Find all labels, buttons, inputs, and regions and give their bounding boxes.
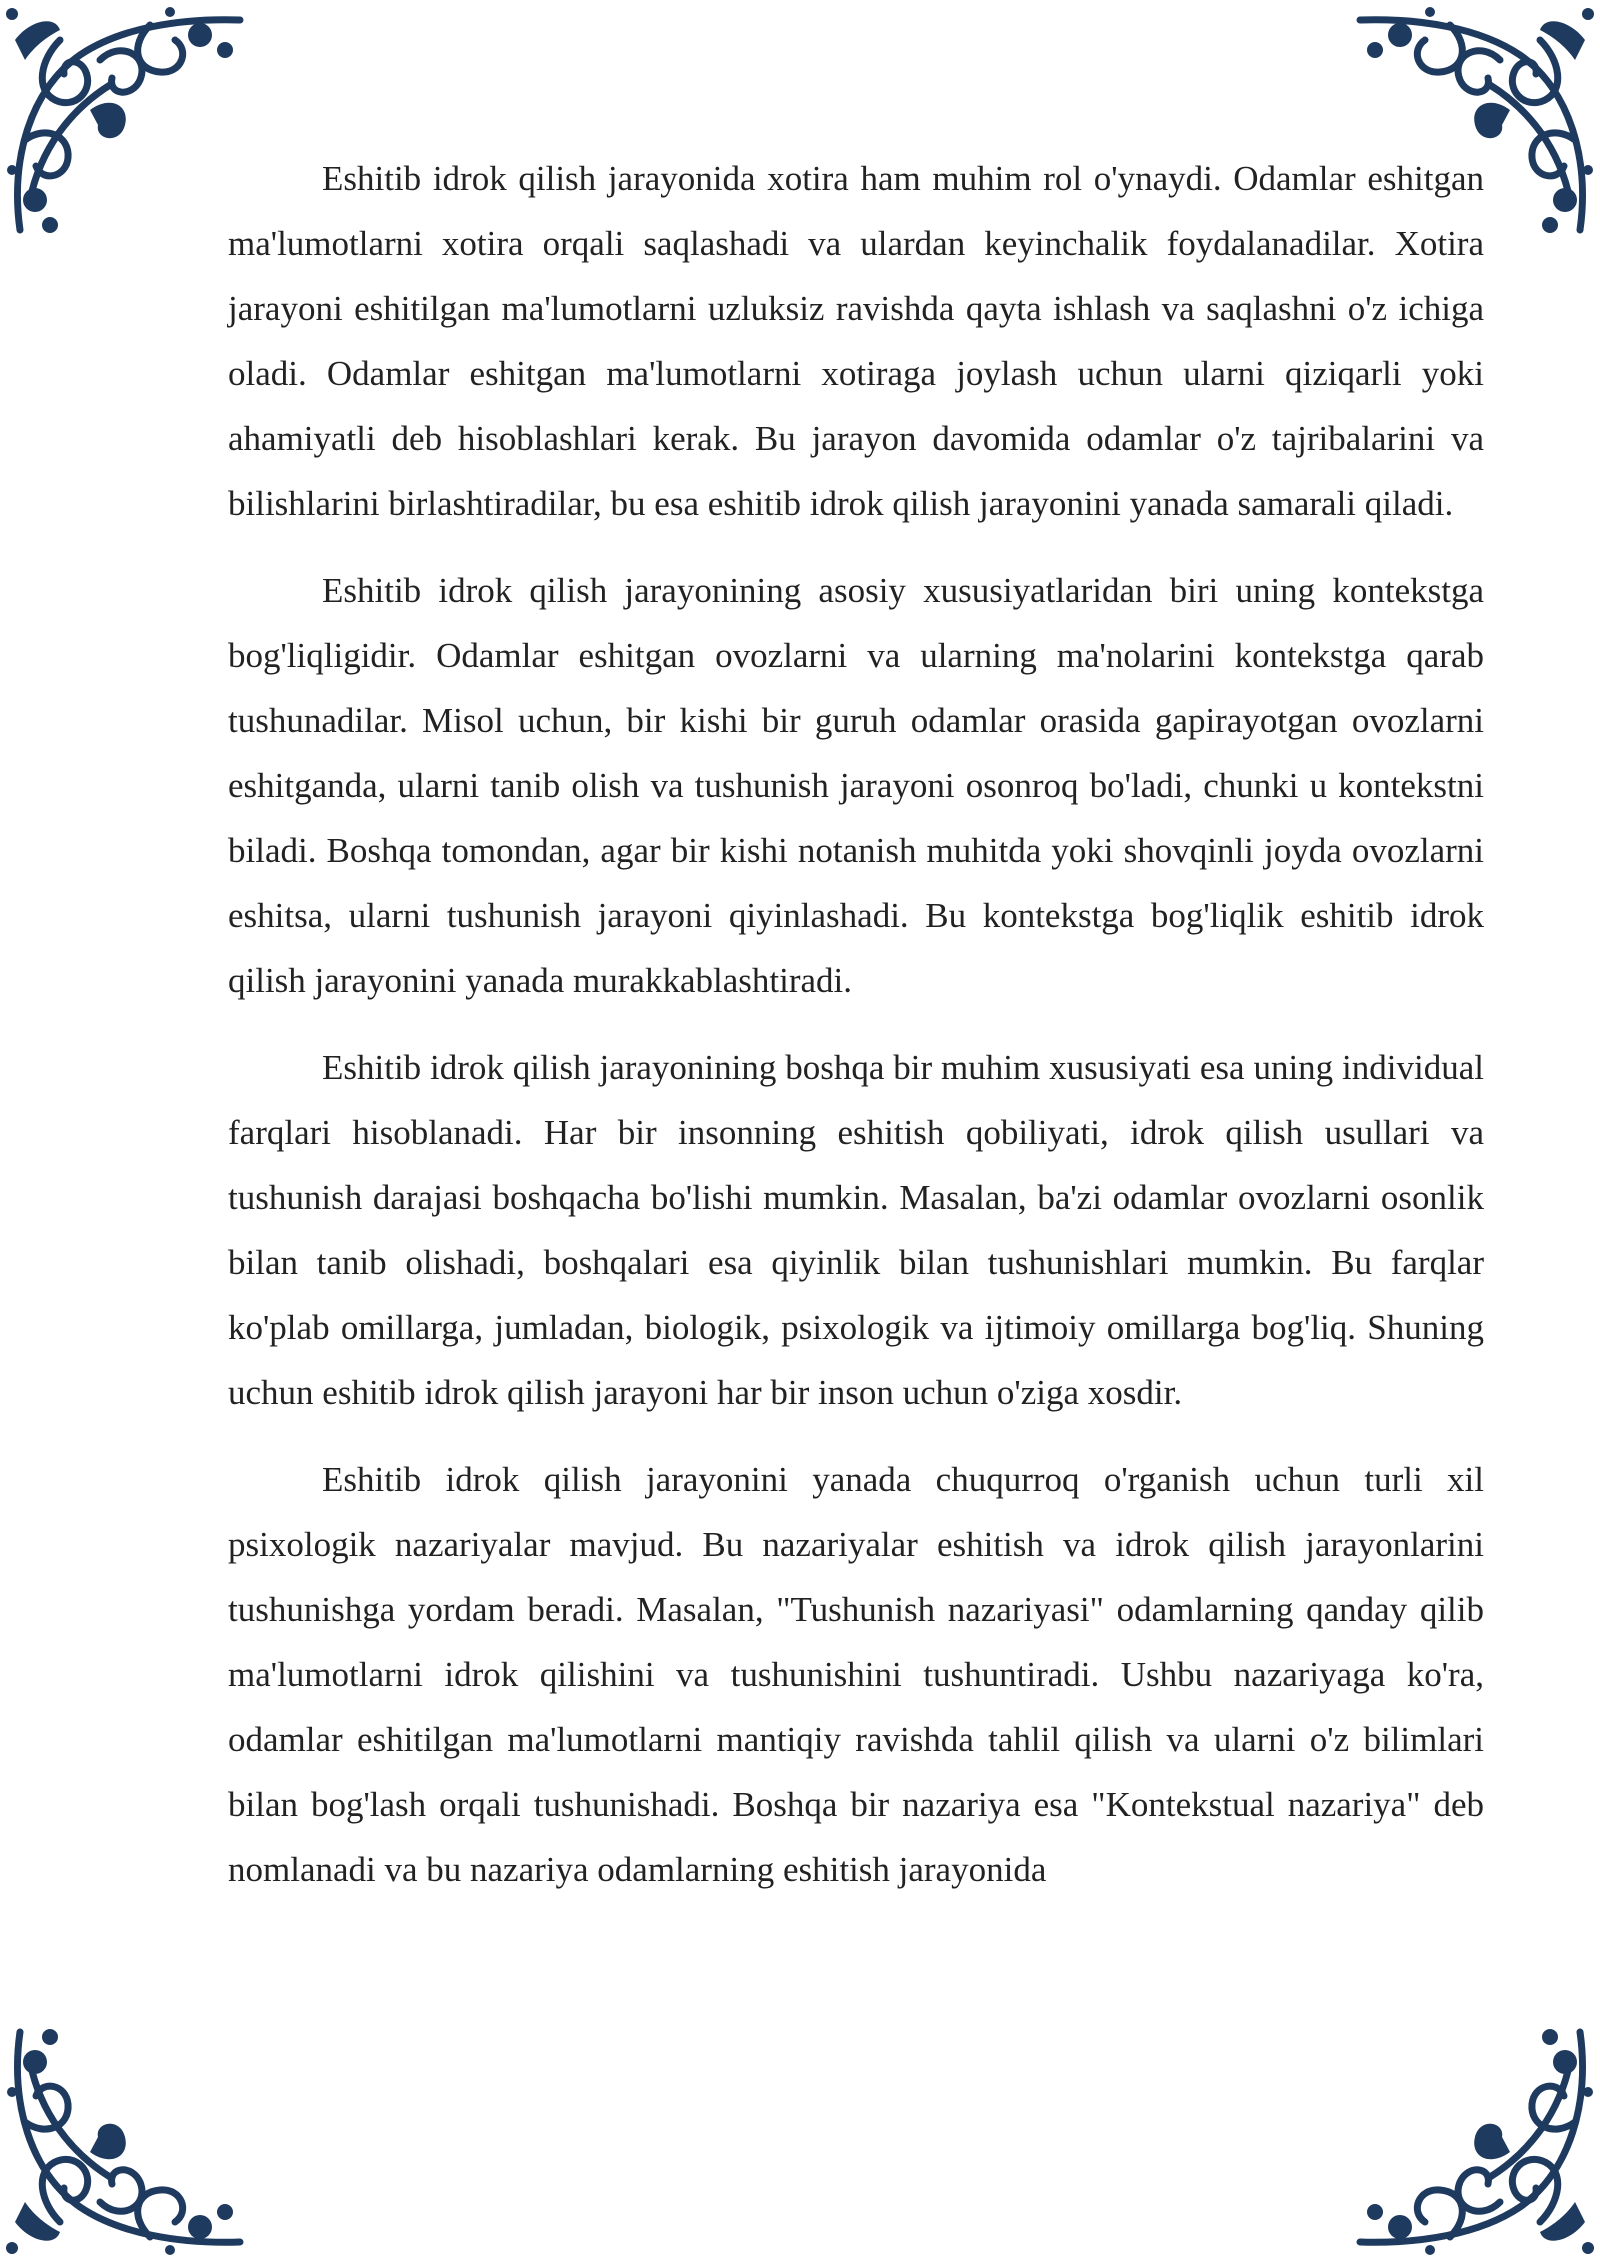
paragraph: Eshitib idrok qilish jarayonining boshqa bir muhim xususiyati esa uning individual farqlari hisoblanadi. Har bir insonning eshitish qobiliyati, idrok qilish usullari va tushunish darajasi boshqacha bo'lishi mumkin. Masalan, ba'zi odamlar ovozlarni osonlik bilan tanib olishadi, boshqalari esa qiyinlik bilan tushunishlari mumkin. Bu farqlar ko'plab omillarga, jumladan, biologik, psixologik va ijtimoiy omillarga bog'liq. Shuning uchun eshitib idrok qilish jarayoni har bir inson uchun o'ziga xosdir. — [228, 1048, 1484, 1412]
floral-corner-ornament-icon — [0, 0, 250, 250]
document-body — [228, 146, 1484, 1924]
paragraph: Eshitib idrok qilish jarayonida xotira ham muhim rol o'ynaydi. Odamlar eshitgan ma'lumotlarni xotira orqali saqlashadi va ulardan keyinchalik foydalanadilar. Xotira jarayoni eshitilgan ma'lumotlarni uzluksiz ravishda qayta ishlash va saqlashni o'z ichiga oladi. Odamlar eshitgan ma'lumotlarni xotiraga joylash uchun ularni qiziqarli yoki ahamiyatli deb hisoblashlari kerak. Bu jarayon davomida odamlar o'z tajribalarini va bilishlarini birlashtiradilar, bu esa eshitib idrok qilish jarayonini yanada samarali qiladi. — [228, 159, 1484, 523]
floral-corner-ornament-icon — [1350, 2012, 1600, 2262]
floral-corner-ornament-icon — [0, 2012, 250, 2262]
paragraph: Eshitib idrok qilish jarayonini yanada chuqurroq o'rganish uchun turli xil psixologik nazariyalar mavjud. Bu nazariyalar eshitish va idrok qilish jarayonlarini tushunishga yordam beradi. Masalan, "Tushunish nazariyasi" odamlarning qanday qilib ma'lumotlarni idrok qilishini va tushunishini tushuntiradi. Ushbu nazariyaga ko'ra, odamlar eshitilgan ma'lumotlarni mantiqiy ravishda tahlil qilish va ularni o'z bilimlari bilan bog'lash orqali tushunishadi. Boshqa bir nazariya esa "Kontekstual nazariya" deb nomlanadi va bu nazariya odamlarning eshitish jarayonida — [228, 1460, 1484, 1889]
paragraph: Eshitib idrok qilish jarayonining asosiy xususiyatlaridan biri uning kontekstga bog'liqligidir. Odamlar eshitgan ovozlarni va ularning ma'nolarini kontekstga qarab tushunadilar. Misol uchun, bir kishi bir guruh odamlar orasida gapirayotgan ovozlarni eshitganda, ularni tanib olish va tushunish jarayoni osonroq bo'ladi, chunki u kontekstni biladi. Boshqa tomondan, agar bir kishi notanish muhitda yoki shovqinli joyda ovozlarni eshitsa, ularni tushunish jarayoni qiyinlashadi. Bu kontekstga bog'liqlik eshitib idrok qilish jarayonini yanada murakkablashtiradi. — [228, 571, 1484, 1000]
